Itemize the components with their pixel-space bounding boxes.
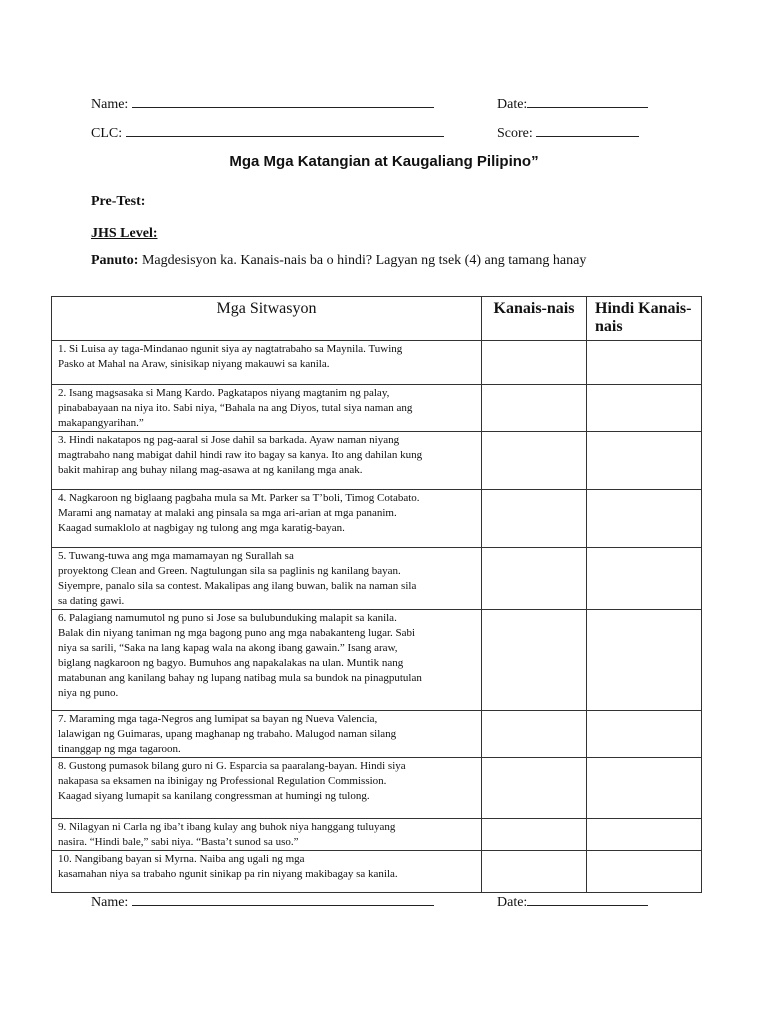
situation-line: 5. Tuwang-tuwa ang mga mamamayan ng Surallah sa <box>58 550 294 562</box>
situation-line: proyektong Clean and Green. Nagtulungan sila sa paglinis ng kanilang bayan. <box>58 565 401 577</box>
undesirable-check-cell[interactable] <box>587 548 702 610</box>
undesirable-check-cell[interactable] <box>587 711 702 758</box>
situation-cell <box>52 490 482 548</box>
situation-line: 6. Palagiang namumutol ng puno si Jose sa bulubunduking malapit sa kanila. <box>58 612 397 624</box>
table-row <box>52 711 702 758</box>
desirable-check-cell[interactable] <box>482 385 587 432</box>
desirable-check-cell[interactable] <box>482 341 587 385</box>
desirable-check-cell[interactable] <box>482 819 587 851</box>
table-row <box>52 758 702 819</box>
date-label: Date: <box>497 97 528 112</box>
score-label: Score: <box>497 126 533 141</box>
clc-blank[interactable] <box>126 124 444 137</box>
panuto-label: Panuto: <box>91 253 139 268</box>
undesirable-check-cell[interactable] <box>587 758 702 819</box>
clc-label: CLC: <box>91 126 123 141</box>
desirable-check-cell[interactable] <box>482 711 587 758</box>
level-label: JHS Level: <box>91 226 158 241</box>
situation-line: makapangyarihan.” <box>58 417 144 429</box>
table-row <box>52 432 702 490</box>
situation-line: Balak din niyang taniman ng mga bagong puno ang mga nabakanteng lugar. Sabi <box>58 627 416 639</box>
situation-line: 2. Isang magsasaka si Mang Kardo. Pagkatapos niyang magtanim ng palay, <box>58 387 390 399</box>
column-header-undesirable-line1: Hindi Kanais- <box>595 300 692 317</box>
footer-name-field <box>91 893 434 911</box>
table-row <box>52 341 702 385</box>
clc-field <box>91 124 444 142</box>
situation-line: matabunan ang kanilang bahay ng lupang natibag mula sa bundok na pinagputulan <box>58 672 422 684</box>
column-header-undesirable <box>587 297 702 341</box>
column-header-undesirable-line2: nais <box>595 318 623 335</box>
situation-line: 9. Nilagyan ni Carla ng iba’t ibang kulay ang buhok niya hanggang tuluyang <box>58 821 396 833</box>
situation-cell <box>52 819 482 851</box>
score-field <box>497 124 639 142</box>
footer-date-blank[interactable] <box>527 893 648 906</box>
situation-line: magtrabaho nang mabigat dahil hindi raw ito bagay sa kanya. Ito ang dahilan kung <box>58 449 423 461</box>
score-blank[interactable] <box>536 124 639 137</box>
undesirable-check-cell[interactable] <box>587 490 702 548</box>
name-label: Name: <box>91 97 129 112</box>
situation-line: 4. Nagkaroon ng biglaang pagbaha mula sa Mt. Parker sa T’boli, Timog Cotabato. <box>58 492 420 504</box>
situation-line: pinababayaan na niya ito. Sabi niya, “Bahala na ang Diyos, tutal siya naman ang <box>58 402 413 414</box>
situations-table <box>51 296 702 893</box>
situation-line: sa dating gawi. <box>58 595 125 607</box>
situation-cell <box>52 385 482 432</box>
table-row <box>52 610 702 711</box>
desirable-check-cell[interactable] <box>482 610 587 711</box>
situation-line: biglang nagkaroon ng bagyo. Bumuhos ang napakalakas na ulan. Muntik nang <box>58 657 404 669</box>
desirable-check-cell[interactable] <box>482 432 587 490</box>
situation-line: 1. Si Luisa ay taga-Mindanao ngunit siya ay nagtatrabaho sa Maynila. Tuwing <box>58 343 403 355</box>
situation-line: Kaagad sumaklolo at nagbigay ng tulong ang mga karatig-bayan. <box>58 522 345 534</box>
situation-line: 8. Gustong pumasok bilang guro ni G. Esparcia sa paaralang-bayan. Hindi siya <box>58 760 406 772</box>
desirable-check-cell[interactable] <box>482 851 587 893</box>
situation-line: tinanggap ng mga tagaroon. <box>58 743 181 755</box>
situation-line: kasamahan niya sa trabaho ngunit sinikap pa rin niyang makibagay sa kanila. <box>58 868 398 880</box>
pre-test-label: Pre-Test: <box>91 194 146 209</box>
name-field <box>91 95 434 113</box>
situation-line: 7. Maraming mga taga-Negros ang lumipat sa bayan ng Nueva Valencia, <box>58 713 378 725</box>
table-row <box>52 548 702 610</box>
situation-line: Pasko at Mahal na Araw, sinisikap niyang makauwi sa kanila. <box>58 358 330 370</box>
undesirable-check-cell[interactable] <box>587 341 702 385</box>
undesirable-check-cell[interactable] <box>587 610 702 711</box>
table-row <box>52 385 702 432</box>
worksheet-title: Mga Mga Katangian at Kaugaliang Pilipino” <box>229 153 539 170</box>
footer-date-field <box>497 893 648 911</box>
situation-line: 3. Hindi nakatapos ng pag-aaral si Jose dahil sa barkada. Ayaw naman niyang <box>58 434 400 446</box>
undesirable-check-cell[interactable] <box>587 851 702 893</box>
table-row <box>52 851 702 893</box>
footer-name-blank[interactable] <box>132 893 434 906</box>
desirable-check-cell[interactable] <box>482 548 587 610</box>
situation-cell <box>52 851 482 893</box>
table-row <box>52 819 702 851</box>
panuto-text: Magdesisyon ka. Kanais-nais ba o hindi? Lagyan ng tsek (4) ang tamang hanay <box>141 253 587 268</box>
situation-line: Kaagad siyang lumapit sa kanilang congressman at humingi ng tulong. <box>58 790 370 802</box>
situation-line: Marami ang namatay at malaki ang pinsala sa mga ari-arian at mga pananim. <box>58 507 397 519</box>
undesirable-check-cell[interactable] <box>587 432 702 490</box>
situation-line: niya sa sarili, “Saka na lang kapag wala na akong ibang gawain.” Isang araw, <box>58 642 398 654</box>
situation-cell <box>52 341 482 385</box>
situation-cell <box>52 711 482 758</box>
footer-name-label: Name: <box>91 895 129 910</box>
column-header-situations: Mga Sitwasyon <box>52 297 482 341</box>
situation-line: nakapasa sa eksamen na ibinigay ng Professional Regulation Commission. <box>58 775 387 787</box>
footer-date-label: Date: <box>497 895 528 910</box>
situation-cell <box>52 548 482 610</box>
situation-line: lalawigan ng Guimaras, upang maghanap ng trabaho. Malugod naman silang <box>58 728 397 740</box>
column-header-desirable: Kanais-nais <box>482 297 587 341</box>
date-field <box>497 95 648 113</box>
undesirable-check-cell[interactable] <box>587 385 702 432</box>
situation-line: Siyempre, panalo sila sa contest. Makalipas ang ilang buwan, balik na naman sila <box>58 580 417 592</box>
date-blank[interactable] <box>527 95 648 108</box>
table-row <box>52 490 702 548</box>
situation-cell <box>52 610 482 711</box>
situation-line: 10. Nangibang bayan si Myrna. Naiba ang ugali ng mga <box>58 853 305 865</box>
situation-line: niya ng puno. <box>58 687 119 699</box>
situation-cell <box>52 432 482 490</box>
undesirable-check-cell[interactable] <box>587 819 702 851</box>
desirable-check-cell[interactable] <box>482 490 587 548</box>
instructions <box>91 253 586 269</box>
situation-line: nasira. “Hindi bale,” sabi niya. “Basta’t sunod sa uso.” <box>58 836 299 848</box>
situation-line: bakit mahirap ang buhay nilang mag-asawa at ng kanilang mga anak. <box>58 464 363 476</box>
name-blank[interactable] <box>132 95 434 108</box>
situation-cell <box>52 758 482 819</box>
desirable-check-cell[interactable] <box>482 758 587 819</box>
